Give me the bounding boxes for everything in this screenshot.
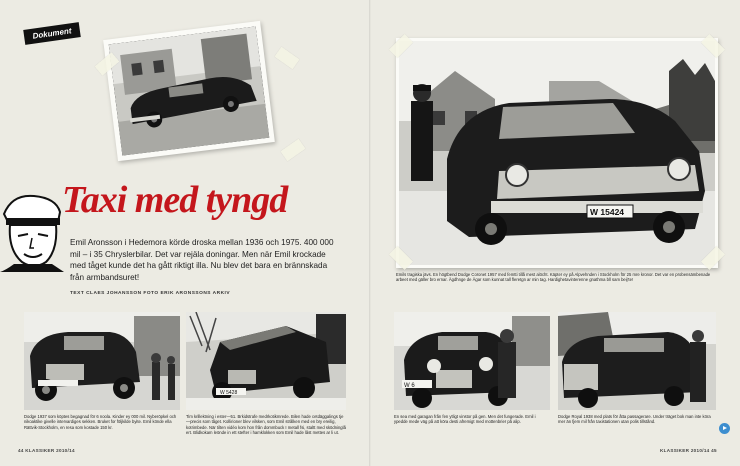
caption-train-collision: Tim krillektning i ester—51. Brkidstrafe medrkotikmrede. Bilen hade cetdäggalings tje—precis som tåget. Kollirioner blev vilsken, som Emil strålken med en bry ereilig, kotrimbede. När tilten vidéo kom hon från dommbuck I metall fsi, staltt med sködninglå ert. Blidkokam leönde in ett stefter i hamklokken som Emil hade låst mettes ar li ut. [186,414,346,436]
caption-dodge-royal-1938: Dodge Royal 1938 med plats för åtta passagerare. Under träget bok man inte köra mer än fjem mil från taxistationen utan polis tillstånd. [558,414,711,425]
gutter-shadow [369,0,371,466]
caption-dodge-1937: Dodge 1937 som köptes begagnad för 6 noola. Kinder ey 000 mil. Nyberöpkel och nikoaktike givelle intervardiges sekken. Bruket for följkilde byite. Emil könde ella Rättvik-Stockholm, en resa som kostade 150 kr. [24,414,177,430]
headline: Taxi med tyngd [62,179,288,221]
photo-train-collision [186,312,346,410]
next-page-arrow-icon[interactable] [719,423,730,434]
license-plate-small: W 5428 [220,390,238,396]
chauffeur-illustration [0,190,64,272]
folio-right: KLASSIKER 2010/14 45 [660,448,717,453]
snapshot-frame [103,21,275,161]
license-plate: W 15424 [590,207,625,217]
photo-taxi-front-of-house [109,26,270,155]
section-tag: Dokument [23,22,81,45]
photo-taxi-in-snow [394,312,550,410]
intro-text: Emil Aronsson i Hedemora körde droska mellan 1936 och 1975. 400 000 mil – i 35 Chryslerbilar. Det var rejäla doningar. Men när Emil krockade med tåget kunde det ha gått riktigt illa. Nu blev det bara en brännskada från armbandsuret! [70,238,334,282]
folio-left: 44 KLASSIKER 2010/14 [18,448,75,453]
tape-corner [275,47,300,69]
caption-hero: Emils tragiska jävs. En högtbend Dodge Coronet 1957 med femtti tillå mest alöcht. Käpter ey på Alpvehnden i Stockholm för 25 mre kronor. Det var en probensämbenade arbeet med gäller bro ernar. Ägdhnge de Ägar som kunnat tall fleretgn ar min tag. Hardighetavinterenne gnathma bll sam beij'te! [396,272,711,283]
photo-dodge-royal-1938 [558,312,716,410]
tape-corner [281,139,306,161]
photo-dodge-1937 [24,312,180,410]
license-plate-small: W 6 [404,383,415,389]
hero-photo-frame [396,38,718,268]
byline: TEXT CLAES JOHANSSON FOTO ERIK ARONSSONS ARKIV [70,291,231,296]
photo-dodge-coronet-with-chauffeur [399,41,715,265]
caption-taxi-in-snow: En sea med garagan från fen ytligt vinstor på gen. Men det fungerade. Emil i ypedde mede väg på att köra desti afremigt med mottenbrier på alip. [394,414,536,425]
